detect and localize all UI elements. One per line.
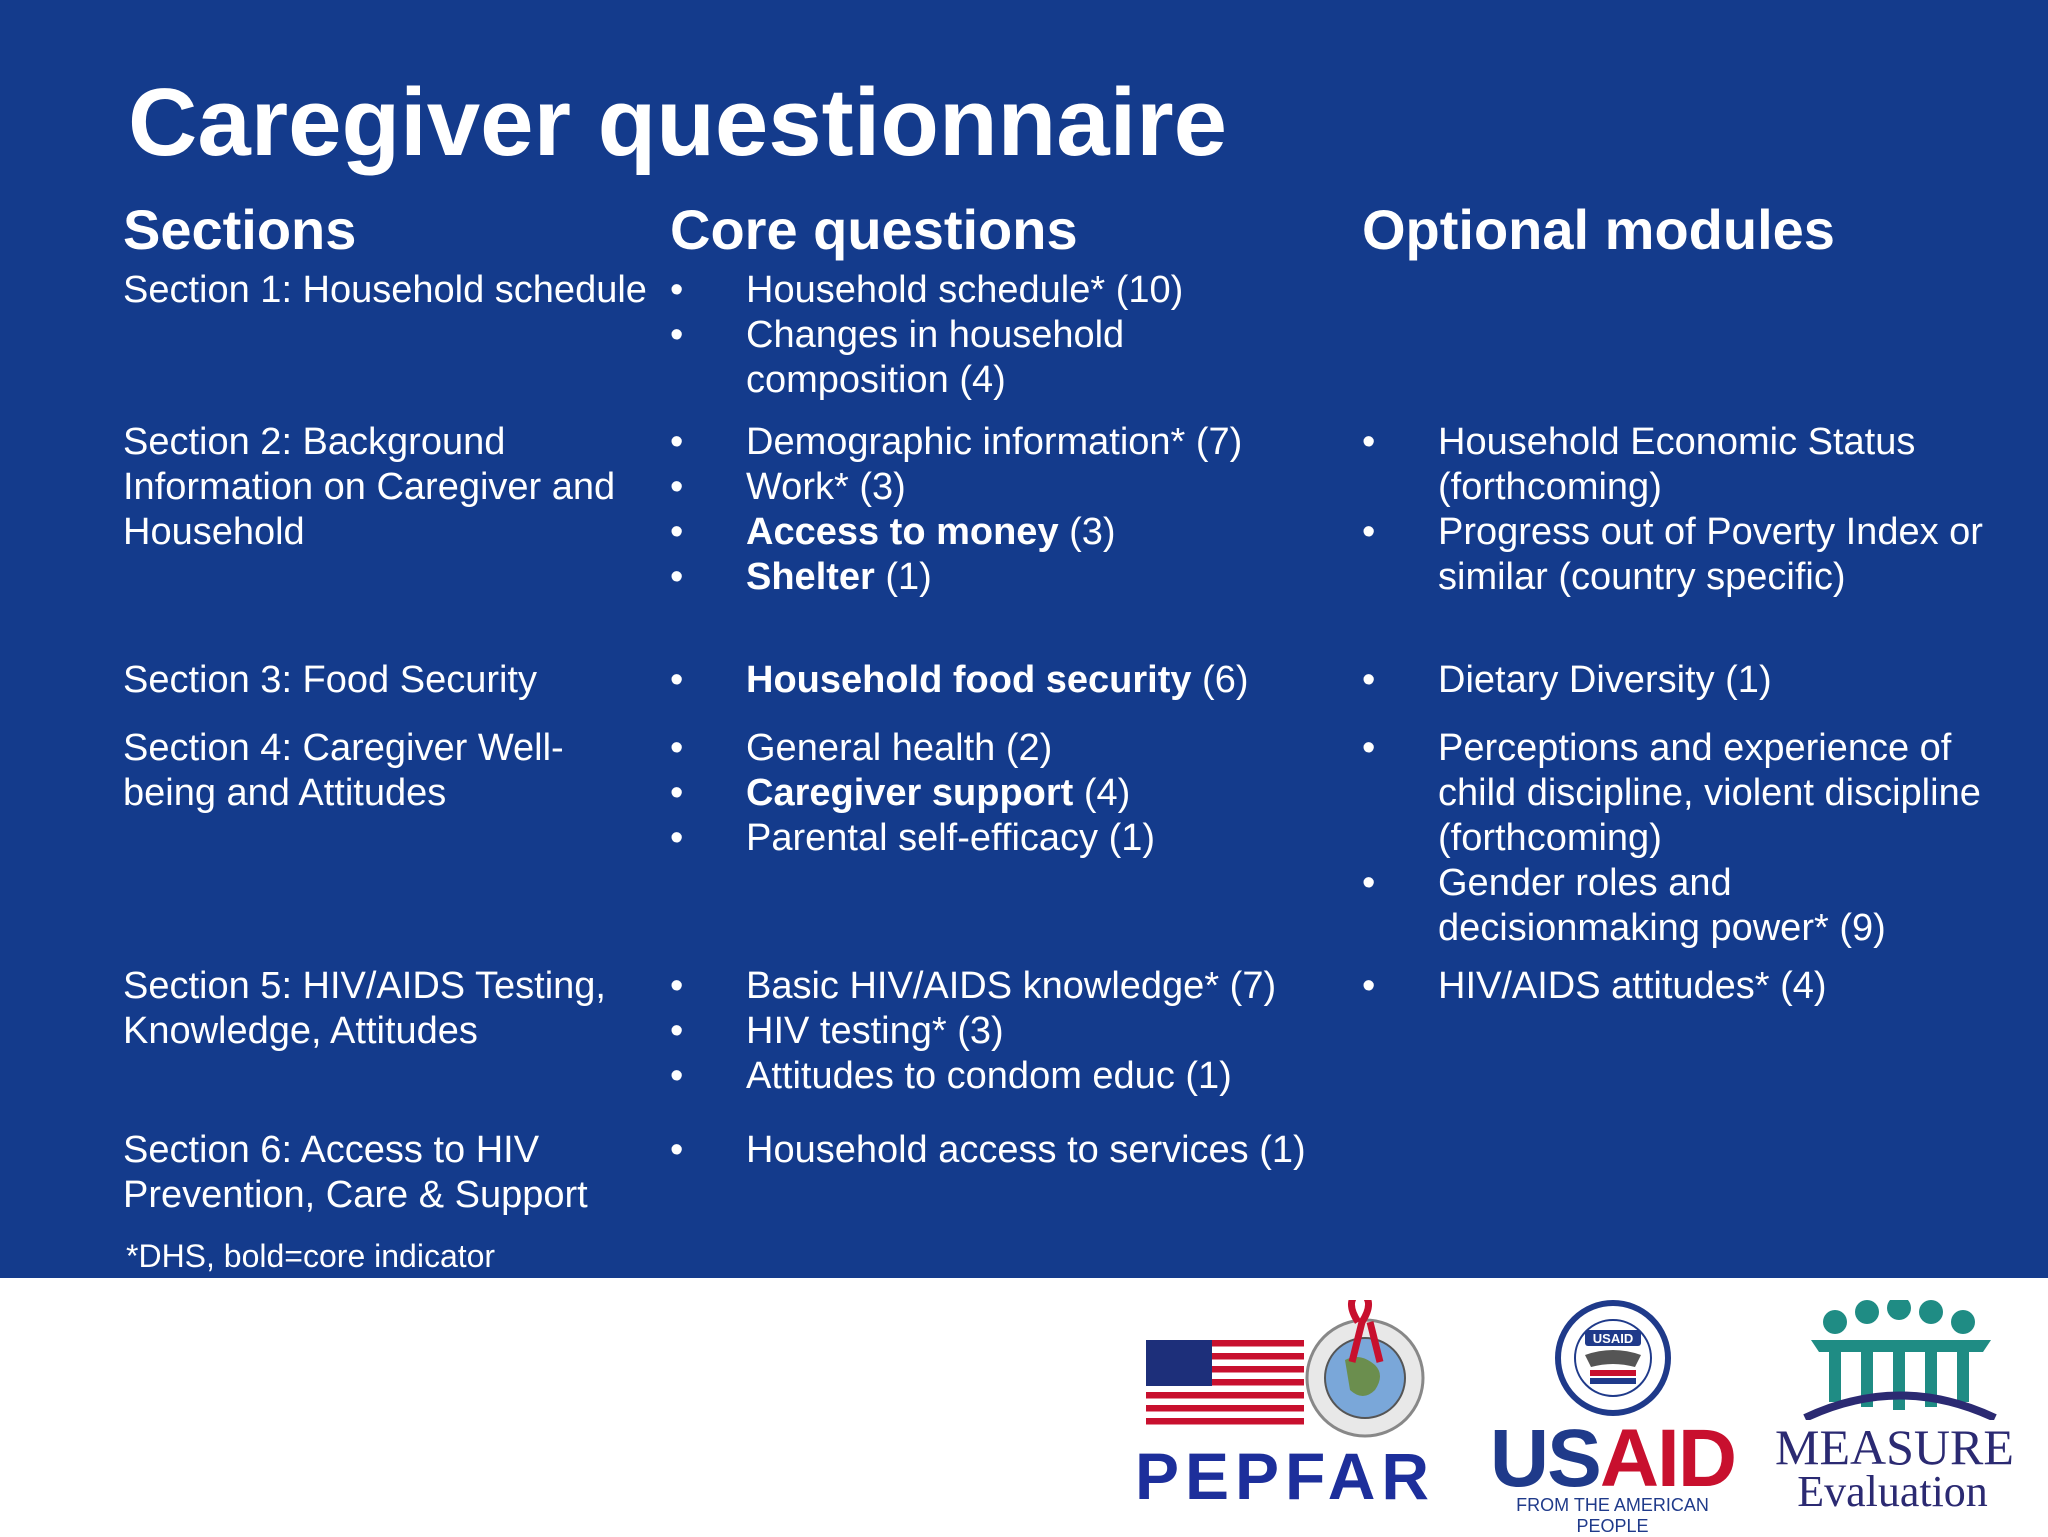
item-text: (3) bbox=[1058, 511, 1116, 553]
core-question-item bbox=[670, 1128, 1320, 1173]
item-text: Demographic information* (7) bbox=[746, 421, 1243, 463]
item-text: Household schedule* (10) bbox=[746, 269, 1184, 311]
section-name: Section 5: HIV/AIDS Testing, Knowledge, Attitudes bbox=[123, 965, 606, 1052]
optional-module-item bbox=[1362, 964, 2002, 1009]
core-indicator-text: Caregiver support bbox=[746, 772, 1074, 814]
item-text: Attitudes to condom educ (1) bbox=[746, 1055, 1232, 1097]
core-question-item bbox=[670, 1009, 1320, 1054]
usaid-wordmark bbox=[1485, 1413, 1740, 1504]
optional-module-item bbox=[1362, 861, 2002, 951]
item-text: Gender roles and decisionmaking power* (9) bbox=[1438, 862, 1886, 949]
us-flag-globe-icon bbox=[1130, 1300, 1440, 1440]
pepfar-logo bbox=[1130, 1300, 1440, 1513]
core-indicator-text: Access to money bbox=[746, 511, 1059, 553]
section-name: Section 6: Access to HIV Prevention, Care & Support bbox=[123, 1129, 588, 1216]
people-icon bbox=[1775, 1300, 2010, 1420]
core-question-item bbox=[670, 964, 1320, 1009]
slide-title: Caregiver questionnaire bbox=[128, 69, 1228, 176]
item-text: Changes in household composition (4) bbox=[746, 314, 1125, 401]
usaid-us-text: US bbox=[1489, 1413, 1600, 1504]
header-sections: Sections bbox=[123, 198, 357, 261]
section-name: Section 4: Caregiver Well-being and Attitudes bbox=[123, 727, 564, 814]
optional-modules-list bbox=[1362, 726, 2002, 951]
core-questions-list bbox=[670, 964, 1320, 1099]
core-questions-list bbox=[670, 268, 1320, 403]
footnote: *DHS, bold=core indicator bbox=[126, 1238, 496, 1274]
usaid-badge-text: USAID bbox=[1592, 1331, 1634, 1346]
measure-evaluation-logo bbox=[1775, 1300, 2014, 1516]
core-question-item bbox=[670, 1054, 1320, 1099]
item-text: General health (2) bbox=[746, 727, 1053, 769]
evaluation-wordmark: Evaluation bbox=[1797, 1467, 1988, 1516]
item-text: (4) bbox=[1073, 772, 1131, 814]
item-text: Dietary Diversity (1) bbox=[1438, 659, 1772, 701]
item-text: Basic HIV/AIDS knowledge* (7) bbox=[746, 965, 1277, 1007]
usaid-logo bbox=[1485, 1300, 1740, 1536]
optional-module-item bbox=[1362, 726, 2002, 861]
optional-modules-list bbox=[1362, 964, 2002, 1009]
item-text: Household access to services (1) bbox=[746, 1129, 1306, 1171]
item-text: (1) bbox=[874, 556, 932, 598]
header-optional-modules: Optional modules bbox=[1362, 198, 1835, 261]
core-question-item bbox=[670, 555, 1320, 600]
core-questions-list bbox=[670, 658, 1320, 703]
item-text: Progress out of Poverty Index or similar (country specific) bbox=[1438, 511, 1983, 598]
item-text: (6) bbox=[1191, 659, 1249, 701]
section-name: Section 1: Household schedule bbox=[123, 269, 647, 311]
header-core-questions: Core questions bbox=[670, 198, 1078, 261]
core-indicator-text: Shelter bbox=[746, 556, 875, 598]
core-indicator-text: Household food security bbox=[746, 659, 1192, 701]
core-question-item bbox=[670, 658, 1320, 703]
core-question-item bbox=[670, 510, 1320, 555]
item-text: Perceptions and experience of child discipline, violent discipline (forthcoming) bbox=[1438, 727, 1981, 859]
item-text: HIV/AIDS attitudes* (4) bbox=[1438, 965, 1827, 1007]
usaid-tagline: FROM THE AMERICAN PEOPLE bbox=[1516, 1495, 1709, 1536]
core-questions-list bbox=[670, 420, 1320, 600]
optional-modules-list bbox=[1362, 420, 2002, 600]
measure-wordmark: MEASURE bbox=[1775, 1419, 2014, 1475]
section-name: Section 2: Background Information on Caregiver and Household bbox=[123, 421, 616, 553]
pepfar-wordmark: PEPFAR bbox=[1134, 1439, 1436, 1513]
core-question-item bbox=[670, 816, 1320, 861]
usaid-seal-icon bbox=[1485, 1300, 1740, 1420]
core-questions-list bbox=[670, 1128, 1320, 1173]
core-question-item bbox=[670, 771, 1320, 816]
core-question-item bbox=[670, 726, 1320, 771]
optional-module-item bbox=[1362, 658, 2002, 703]
item-text: Parental self-efficacy (1) bbox=[746, 817, 1156, 859]
item-text: HIV testing* (3) bbox=[746, 1010, 1004, 1052]
core-question-item bbox=[670, 465, 1320, 510]
usaid-aid-text: AID bbox=[1599, 1413, 1736, 1504]
item-text: Work* (3) bbox=[746, 466, 906, 508]
core-question-item bbox=[670, 313, 1320, 403]
core-question-item bbox=[670, 268, 1320, 313]
core-questions-list bbox=[670, 726, 1320, 861]
optional-modules-list bbox=[1362, 658, 2002, 703]
optional-module-item bbox=[1362, 510, 2002, 600]
core-question-item bbox=[670, 420, 1320, 465]
optional-module-item bbox=[1362, 420, 2002, 510]
section-name: Section 3: Food Security bbox=[123, 659, 537, 701]
item-text: Household Economic Status (forthcoming) bbox=[1438, 421, 1916, 508]
